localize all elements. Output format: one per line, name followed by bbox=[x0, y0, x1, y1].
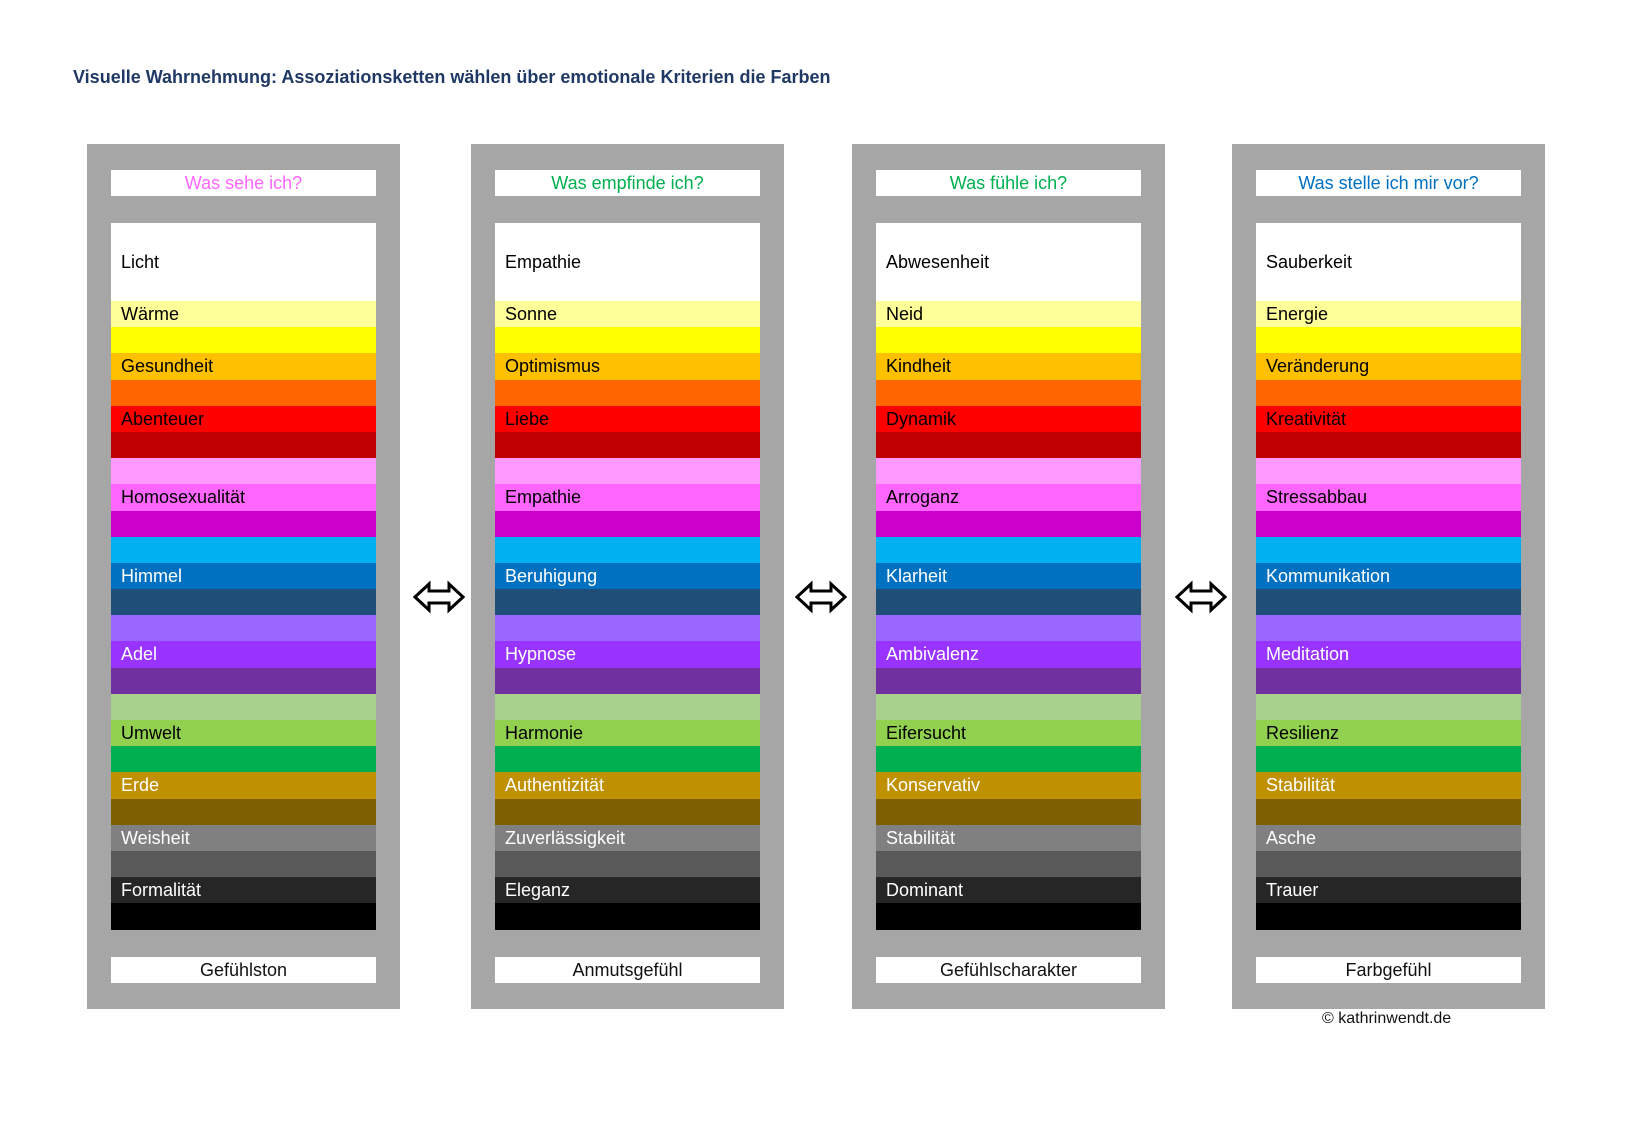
color-band bbox=[495, 327, 760, 353]
double-arrow-icon bbox=[1175, 580, 1227, 614]
color-band: Abenteuer bbox=[111, 406, 376, 432]
color-band: Kindheit bbox=[876, 353, 1141, 379]
color-band bbox=[495, 511, 760, 537]
color-band: Arroganz bbox=[876, 484, 1141, 510]
color-band bbox=[1256, 537, 1521, 563]
color-band bbox=[111, 746, 376, 772]
color-band bbox=[111, 694, 376, 720]
color-band bbox=[495, 694, 760, 720]
color-band: Umwelt bbox=[111, 720, 376, 746]
color-band: Sauberkeit bbox=[1256, 223, 1521, 301]
color-band: Dynamik bbox=[876, 406, 1141, 432]
color-band: Wärme bbox=[111, 301, 376, 327]
color-band: Gesundheit bbox=[111, 353, 376, 379]
color-band bbox=[876, 537, 1141, 563]
color-band: Erde bbox=[111, 772, 376, 798]
panel-header: Was fühle ich? bbox=[876, 170, 1141, 196]
color-band: Liebe bbox=[495, 406, 760, 432]
color-band bbox=[495, 458, 760, 484]
color-band bbox=[495, 799, 760, 825]
color-band bbox=[495, 380, 760, 406]
color-band: Stressabbau bbox=[1256, 484, 1521, 510]
color-band bbox=[876, 511, 1141, 537]
color-band bbox=[876, 327, 1141, 353]
color-band bbox=[1256, 851, 1521, 877]
color-band bbox=[111, 537, 376, 563]
color-band bbox=[876, 432, 1141, 458]
color-band bbox=[1256, 380, 1521, 406]
color-band: Licht bbox=[111, 223, 376, 301]
color-band: Optimismus bbox=[495, 353, 760, 379]
color-band bbox=[111, 327, 376, 353]
color-band bbox=[876, 589, 1141, 615]
color-band-list bbox=[876, 223, 1141, 930]
panel-see bbox=[87, 144, 400, 1009]
color-band bbox=[111, 851, 376, 877]
color-band: Trauer bbox=[1256, 877, 1521, 903]
color-band bbox=[876, 615, 1141, 641]
color-band: Empathie bbox=[495, 484, 760, 510]
color-band bbox=[1256, 903, 1521, 929]
color-band bbox=[1256, 458, 1521, 484]
color-band bbox=[1256, 511, 1521, 537]
color-band: Hypnose bbox=[495, 641, 760, 667]
color-band: Sonne bbox=[495, 301, 760, 327]
color-band bbox=[111, 458, 376, 484]
color-band: Energie bbox=[1256, 301, 1521, 327]
color-band bbox=[111, 615, 376, 641]
color-band bbox=[111, 589, 376, 615]
color-band: Adel bbox=[111, 641, 376, 667]
color-band: Meditation bbox=[1256, 641, 1521, 667]
panel-footer: Gefühlscharakter bbox=[876, 957, 1141, 983]
color-band: Eleganz bbox=[495, 877, 760, 903]
color-band bbox=[876, 668, 1141, 694]
color-band: Neid bbox=[876, 301, 1141, 327]
color-band: Stabilität bbox=[1256, 772, 1521, 798]
color-band bbox=[1256, 799, 1521, 825]
color-band bbox=[876, 799, 1141, 825]
color-band: Konservativ bbox=[876, 772, 1141, 798]
color-band: Formalität bbox=[111, 877, 376, 903]
color-band: Zuverlässigkeit bbox=[495, 825, 760, 851]
color-band: Homosexualität bbox=[111, 484, 376, 510]
color-band bbox=[1256, 327, 1521, 353]
color-band bbox=[876, 903, 1141, 929]
color-band bbox=[876, 458, 1141, 484]
color-band bbox=[876, 851, 1141, 877]
panel-feel bbox=[852, 144, 1165, 1009]
color-band bbox=[1256, 432, 1521, 458]
color-band: Weisheit bbox=[111, 825, 376, 851]
color-band: Beruhigung bbox=[495, 563, 760, 589]
color-band bbox=[111, 511, 376, 537]
color-band bbox=[111, 668, 376, 694]
color-band bbox=[876, 694, 1141, 720]
color-band-list bbox=[111, 223, 376, 930]
color-band-list bbox=[1256, 223, 1521, 930]
page-title: Visuelle Wahrnehmung: Assoziationsketten wählen über emotionale Kriterien die Farben bbox=[73, 67, 831, 87]
color-band: Veränderung bbox=[1256, 353, 1521, 379]
panel-footer: Gefühlston bbox=[111, 957, 376, 983]
color-band bbox=[876, 746, 1141, 772]
color-band bbox=[495, 432, 760, 458]
color-band: Resilienz bbox=[1256, 720, 1521, 746]
color-band: Dominant bbox=[876, 877, 1141, 903]
color-band: Stabilität bbox=[876, 825, 1141, 851]
panel-imagine bbox=[1232, 144, 1545, 1009]
color-band bbox=[495, 851, 760, 877]
color-band: Ambivalenz bbox=[876, 641, 1141, 667]
color-band: Himmel bbox=[111, 563, 376, 589]
color-band: Asche bbox=[1256, 825, 1521, 851]
panel-perceive bbox=[471, 144, 784, 1009]
panel-footer: Farbgefühl bbox=[1256, 957, 1521, 983]
double-arrow-icon bbox=[413, 580, 465, 614]
color-band: Kommunikation bbox=[1256, 563, 1521, 589]
color-band: Authentizität bbox=[495, 772, 760, 798]
color-band bbox=[111, 432, 376, 458]
color-band bbox=[111, 380, 376, 406]
color-band bbox=[1256, 694, 1521, 720]
color-band bbox=[495, 746, 760, 772]
double-arrow-icon bbox=[795, 580, 847, 614]
color-band bbox=[495, 668, 760, 694]
color-band-list bbox=[495, 223, 760, 930]
panel-header: Was empfinde ich? bbox=[495, 170, 760, 196]
color-band: Eifersucht bbox=[876, 720, 1141, 746]
panel-header: Was sehe ich? bbox=[111, 170, 376, 196]
color-band: Klarheit bbox=[876, 563, 1141, 589]
panel-footer: Anmutsgefühl bbox=[495, 957, 760, 983]
color-band bbox=[495, 615, 760, 641]
color-band: Abwesenheit bbox=[876, 223, 1141, 301]
color-band bbox=[1256, 589, 1521, 615]
color-band bbox=[1256, 615, 1521, 641]
color-band bbox=[495, 589, 760, 615]
color-band bbox=[876, 380, 1141, 406]
color-band: Harmonie bbox=[495, 720, 760, 746]
color-band bbox=[111, 799, 376, 825]
color-band bbox=[1256, 668, 1521, 694]
color-band bbox=[495, 903, 760, 929]
copyright-text: © kathrinwendt.de bbox=[1322, 1010, 1452, 1027]
color-band bbox=[1256, 746, 1521, 772]
color-band: Kreativität bbox=[1256, 406, 1521, 432]
color-band bbox=[495, 537, 760, 563]
color-band bbox=[111, 903, 376, 929]
color-band: Empathie bbox=[495, 223, 760, 301]
panel-header: Was stelle ich mir vor? bbox=[1256, 170, 1521, 196]
